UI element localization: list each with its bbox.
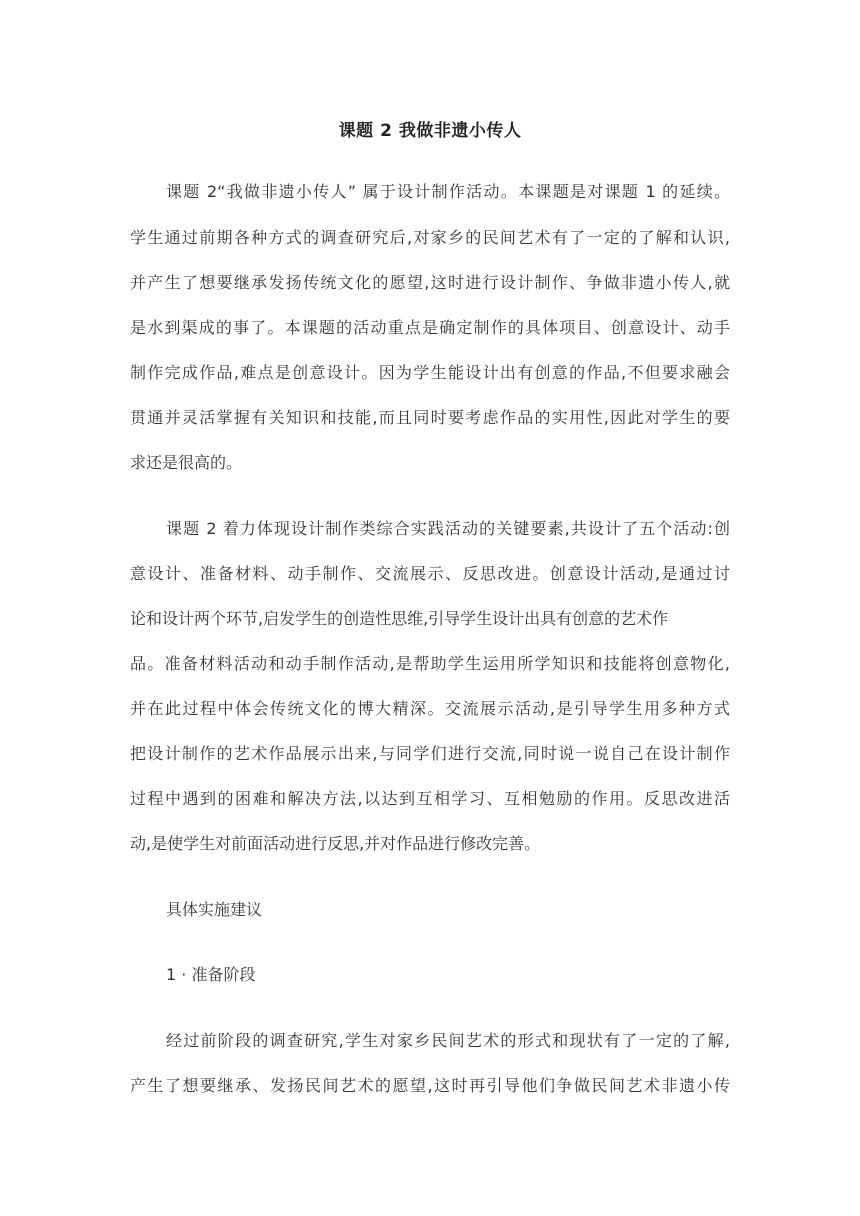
paragraph-1-line-6: 贯通并灵活掌握有关知识和技能,而且同时要考虑作品的实用性,因此对学生的要 — [130, 408, 730, 427]
paragraph-1-line-1: 课题 2“我做非遗小传人” 属于设计制作活动。本课题是对课题 1 的延续。 — [166, 182, 730, 201]
document-title: 课题 2 我做非遗小传人 — [338, 121, 522, 141]
paragraph-1-line-5: 制作完成作品,难点是创意设计。因为学生能设计出有创意的作品,不但要求融会 — [130, 363, 730, 382]
paragraph-2-line-3: 论和设计两个环节,启发学生的创造性思维,引导学生设计出具有创意的艺术作 — [130, 609, 669, 628]
paragraph-1-line-3: 并产生了想要继承发扬传统文化的愿望,这时进行设计制作、争做非遗小传人,就 — [130, 273, 730, 292]
paragraph-1-line-4: 是水到渠成的事了。本课题的活动重点是确定制作的具体项目、创意设计、动手 — [130, 318, 730, 337]
paragraph-1-line-7: 求还是很高的。 — [130, 453, 243, 472]
paragraph-2-line-2: 意设计、准备材料、动手制作、交流展示、反思改进。创意设计活动,是通过讨 — [130, 564, 730, 583]
section-heading: 具体实施建议 — [166, 900, 263, 919]
paragraph-2-line-4: 品。准备材料活动和动手制作活动,是帮助学生运用所学知识和技能将创意物化, — [130, 654, 730, 673]
paragraph-2-line-6: 把设计制作的艺术作品展示出来,与同学们进行交流,同时说一说自己在设计制作 — [130, 744, 730, 763]
subsection-heading: 1 · 准备阶段 — [166, 965, 256, 984]
paragraph-2-line-8: 动,是使学生对前面活动进行反思,并对作品进行修改完善。 — [130, 834, 541, 853]
paragraph-3-line-2: 产生了想要继承、发扬民间艺术的愿望,这时再引导他们争做民间艺术非遗小传 — [130, 1076, 730, 1095]
paragraph-2-line-5: 并在此过程中体会传统文化的博大精深。交流展示活动,是引导学生用多种方式 — [130, 699, 730, 718]
paragraph-3-line-1: 经过前阶段的调查研究,学生对家乡民间艺术的形式和现状有了一定的了解, — [166, 1031, 730, 1050]
paragraph-1-line-2: 学生通过前期各种方式的调查研究后,对家乡的民间艺术有了一定的了解和认识, — [130, 228, 730, 247]
paragraph-2-line-7: 过程中遇到的困难和解决方法,以达到互相学习、互相勉励的作用。反思改进活 — [130, 789, 730, 808]
paragraph-2-line-1: 课题 2 着力体现设计制作类综合实践活动的关键要素,共设计了五个活动:创 — [166, 519, 730, 538]
